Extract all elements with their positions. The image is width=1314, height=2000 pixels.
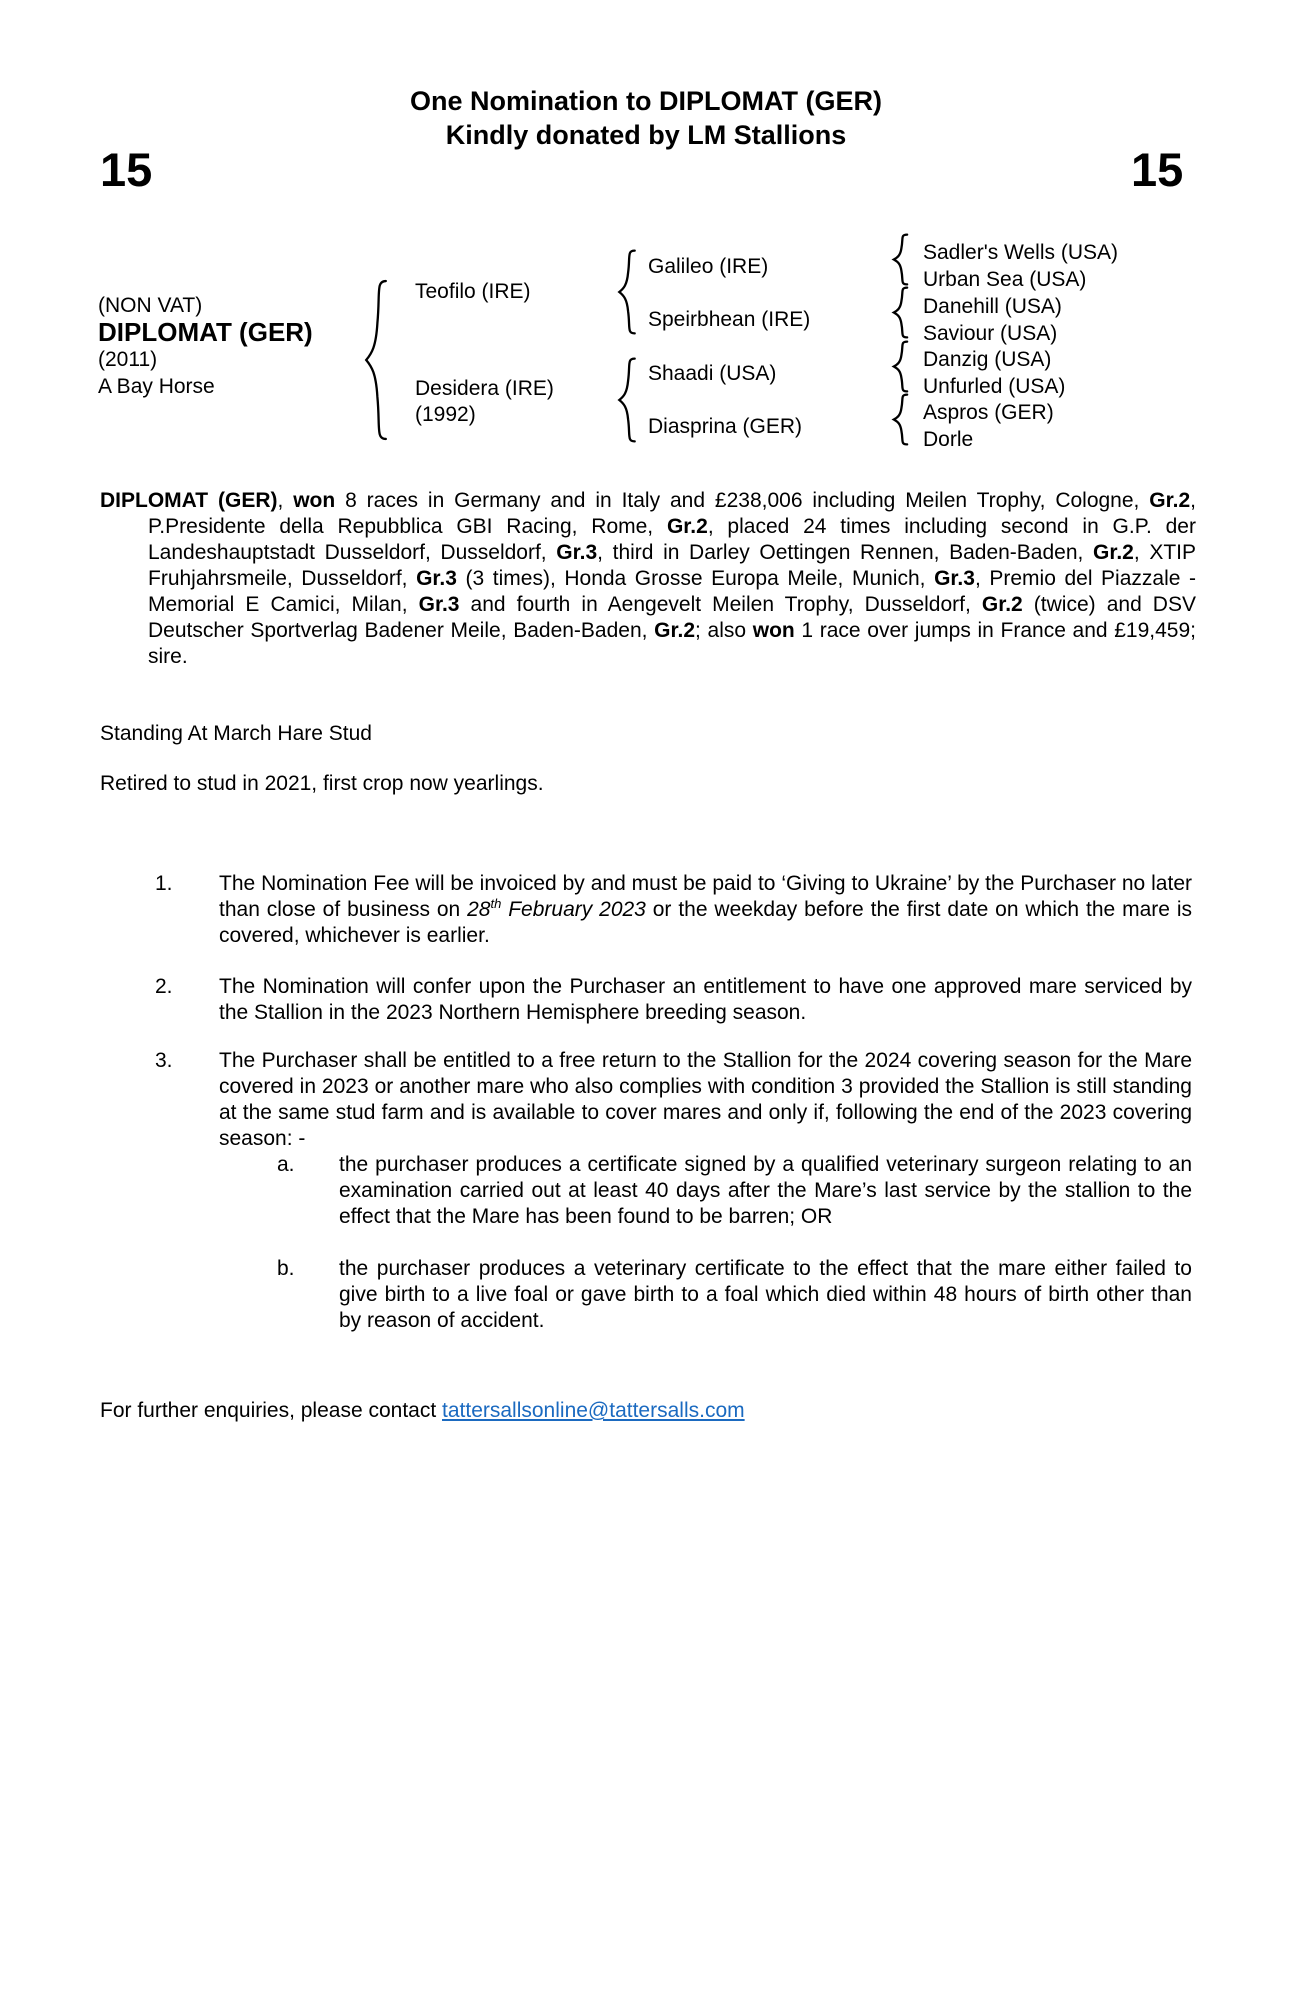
horse-name: DIPLOMAT (GER) [98, 317, 313, 347]
condition-item-1 [155, 871, 1192, 949]
pedigree-brace-icon [616, 248, 638, 336]
subcondition-text: the purchaser produces a certificate signed by a qualified veterinary surgeon relating to an examination carried out at least 40 days after the Mare’s last service by the stallion to the effect that the Mare has been found to be barren; OR [339, 1153, 1192, 1228]
grandparent-name: Shaadi (USA) [648, 362, 777, 385]
pedigree-brace-icon [362, 276, 390, 444]
condition-item-3 [155, 1048, 1192, 1152]
dam-name: Desidera (IRE) [415, 377, 554, 400]
pedigree-brace-icon [891, 233, 910, 286]
condition-subitem-a [277, 1152, 1192, 1230]
great-grandparent-name: Danzig (USA) [923, 348, 1052, 371]
condition-text: The Nomination will confer upon the Purchaser an entitlement to have one approved mare serviced by the Stallion in the 2023 Northern Hemisphere breeding season. [219, 975, 1192, 1024]
great-grandparent-name: Danehill (USA) [923, 295, 1062, 318]
pedigree-brace-icon [616, 356, 638, 444]
subcondition-text: the purchaser produces a veterinary certificate to the effect that the mare either failed to give birth to a live foal or gave birth to a foal which died within 48 hours of birth other than by reason of accident. [339, 1257, 1192, 1332]
condition-number: 2. [155, 975, 173, 998]
great-grandparent-name: Unfurled (USA) [923, 375, 1066, 398]
dam-year: (1992) [415, 403, 476, 426]
condition-number: 1. [155, 872, 173, 895]
page-title [100, 84, 1192, 152]
great-grandparent-name: Urban Sea (USA) [923, 268, 1087, 291]
enquiries-text: For further enquiries, please contact [100, 1399, 443, 1422]
page-title-line2: Kindly donated by LM Stallions [445, 120, 847, 150]
retired-note-line: Retired to stud in 2021, first crop now yearlings. [100, 772, 544, 795]
pedigree-brace-icon [891, 286, 910, 339]
page-title-line1: One Nomination to DIPLOMAT (GER) [410, 86, 882, 116]
grandparent-name: Galileo (IRE) [648, 255, 769, 278]
horse-description: A Bay Horse [98, 375, 215, 398]
foaling-year: (2011) [98, 348, 158, 371]
subcondition-letter: a. [277, 1153, 295, 1176]
standing-at-line: Standing At March Hare Stud [100, 722, 372, 745]
pedigree-brace-icon [891, 340, 910, 393]
great-grandparent-name: Aspros (GER) [923, 401, 1054, 424]
lot-number-right: 15 [1131, 143, 1184, 196]
subcondition-letter: b. [277, 1257, 295, 1280]
vat-status: (NON VAT) [98, 294, 203, 317]
enquiries-line [100, 1398, 745, 1424]
great-grandparent-name: Saviour (USA) [923, 322, 1058, 345]
condition-item-2 [155, 974, 1192, 1026]
lot-number-left: 15 [100, 143, 153, 196]
contact-email-link[interactable]: tattersallsonline@tattersalls.com [442, 1399, 745, 1422]
great-grandparent-name: Dorle [923, 428, 974, 451]
great-grandparent-name: Sadler's Wells (USA) [923, 241, 1118, 264]
pedigree-brace-icon [891, 393, 910, 446]
condition-subitem-b [277, 1256, 1192, 1334]
sire-name: Teofilo (IRE) [415, 280, 531, 303]
condition-text: The Nomination Fee will be invoiced by and must be paid to ‘Giving to Ukraine’ by the Purchaser no later than close of business on 28th February 2023 or the weekday before the first date on which the mare is covered, whichever is earlier. [219, 872, 1192, 947]
condition-number: 3. [155, 1049, 173, 1072]
grandparent-name: Diasprina (GER) [648, 415, 803, 438]
race-record-paragraph: DIPLOMAT (GER), won 8 races in Germany and in Italy and £238,006 including Meilen Trophy, Cologne, Gr.2, P.Presidente della Repubblica GBI Racing, Rome, Gr.2, placed 24 times including second in G.P. der Landeshauptstadt Dusseldorf, Dusseldorf, Gr.3, third in Darley Oettingen Rennen, Baden-Baden, Gr.2, XTIP Fruhjahrsmeile, Dusseldorf, Gr.3 (3 times), Honda Grosse Europa Meile, Munich, Gr.3, Premio del Piazzale - Memorial E Camici, Milan, Gr.3 and fourth in Aengevelt Meilen Trophy, Dusseldorf, Gr.2 (twice) and DSV Deutscher Sportverlag Badener Meile, Baden-Baden, Gr.2; also won 1 race over jumps in France and £19,459; sire. [100, 489, 1196, 668]
grandparent-name: Speirbhean (IRE) [648, 308, 811, 331]
condition-text: The Purchaser shall be entitled to a free return to the Stallion for the 2024 covering season for the Mare covered in 2023 or another mare who also complies with condition 3 provided the Stallion is still standing at the same stud farm and is available to cover mares and only if, following the end of the 2023 covering season: - [219, 1049, 1192, 1150]
